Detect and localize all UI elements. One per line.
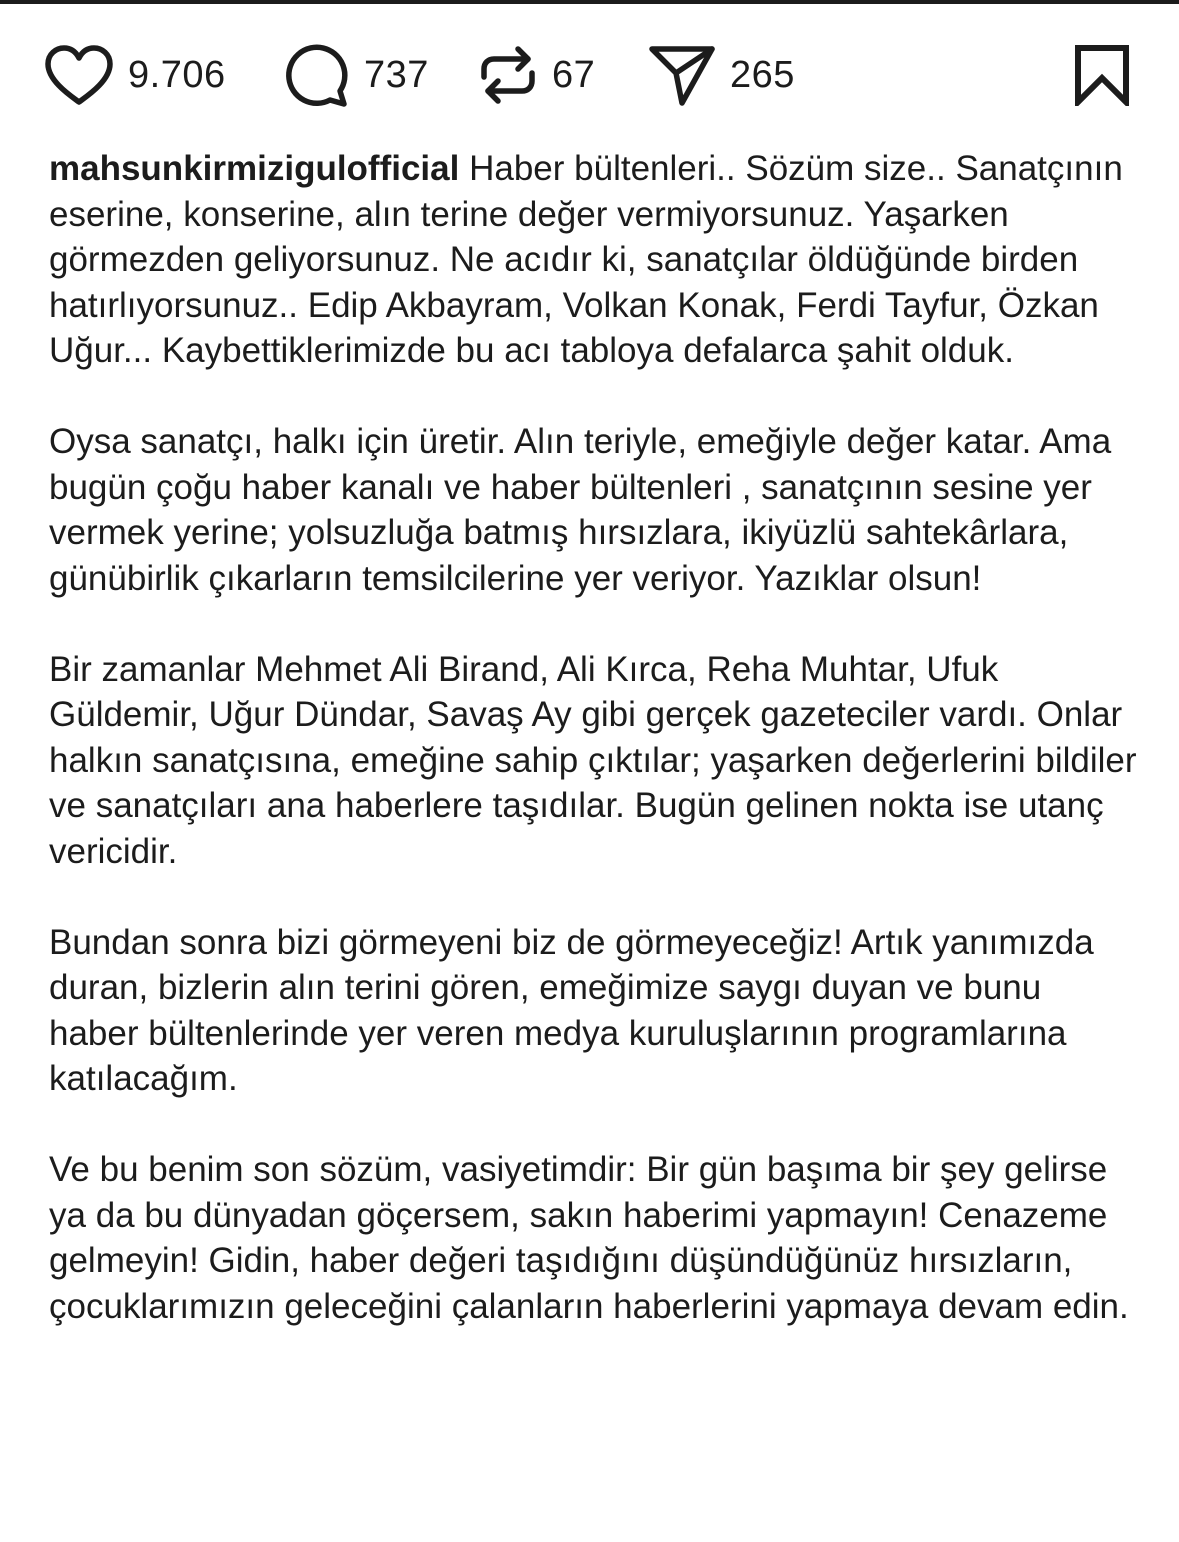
post-caption [49, 146, 1139, 1375]
caption-paragraph-continuation: Sanatçının eserine, konserine, alın terine değer vermiyorsunuz. Yaşarken görmezden geliyorsunuz. Ne acıdır ki, sanatçılar öldüğünde birden hatırlıyorsunuz.. Edip Akbayram, Volkan Konak, Ferdi Tayfur, Özkan Uğur... Kaybettiklerimizde bu acı tabloya defalarca şahit olduk. [49, 149, 1123, 370]
caption-paragraph: Bir zamanlar Mehmet Ali Birand, Ali Kırca, Reha Muhtar, Ufuk Güldemir, Uğur Dündar, Savaş Ay gibi gerçek gazeteciler vardı. Onlar halkın sanatçısına, emeğine sahip çıktılar; yaşarken değerlerini bildiler ve sanatçıları ana haberlere taşıdılar. Bugün gelinen nokta ise utanç vericidir. [49, 649, 1137, 871]
like-button[interactable] [44, 40, 226, 110]
repost-icon [478, 43, 538, 107]
share-button[interactable] [648, 40, 795, 110]
share-count: 265 [730, 53, 795, 96]
paper-plane-icon [648, 43, 716, 107]
caption-paragraph: Bundan sonra bizi görmeyeni biz de görmeyeceğiz! Artık yanımızda duran, bizlerin alın terini gören, emeğimize saygı duyan ve bunu haber bültenlerinde yer veren medya kuruluşlarının programlarına katılacağım. [49, 922, 1094, 1098]
caption-paragraph-text: Haber bültenleri.. Sözüm size.. [469, 149, 946, 188]
heart-icon [44, 44, 114, 106]
post-action-bar [44, 40, 1134, 110]
caption-paragraph [49, 146, 1139, 374]
like-count: 9.706 [128, 53, 226, 96]
repost-button[interactable] [478, 40, 595, 110]
caption-paragraph: Oysa sanatçı, halkı için üretir. Alın teriyle, emeğiyle değer katar. Ama bugün çoğu haber kanalı ve haber bültenleri , sanatçının sesine yer vermek yerine; yolsuzluğa batmış hırsızlara, ikiyüzlü sahtekârlara, günübirlik çıkarların temsilcilerine yer veriyor. Yazıklar olsun! [49, 422, 1112, 598]
comment-count: 737 [364, 53, 429, 96]
top-divider [0, 0, 1179, 4]
save-button[interactable] [1074, 44, 1130, 111]
repost-count: 67 [552, 53, 596, 96]
caption-paragraph: Ve bu benim son sözüm, vasiyetimdir: Bir gün başıma bir şey gelirse ya da bu dünyadan göçersem, sakın haberimi yapmayın! Cenazeme gelmeyin! Gidin, haber değeri taşıdığını düşündüğünüz hırsızların, çocuklarımızın geleceğini çalanların haberlerini yapmaya devam edin. [49, 1150, 1129, 1326]
bookmark-icon [1074, 44, 1130, 106]
comment-bubble-icon [282, 41, 350, 109]
comment-button[interactable] [282, 40, 429, 110]
caption-username[interactable]: mahsunkirmizigulofficial [49, 149, 460, 188]
